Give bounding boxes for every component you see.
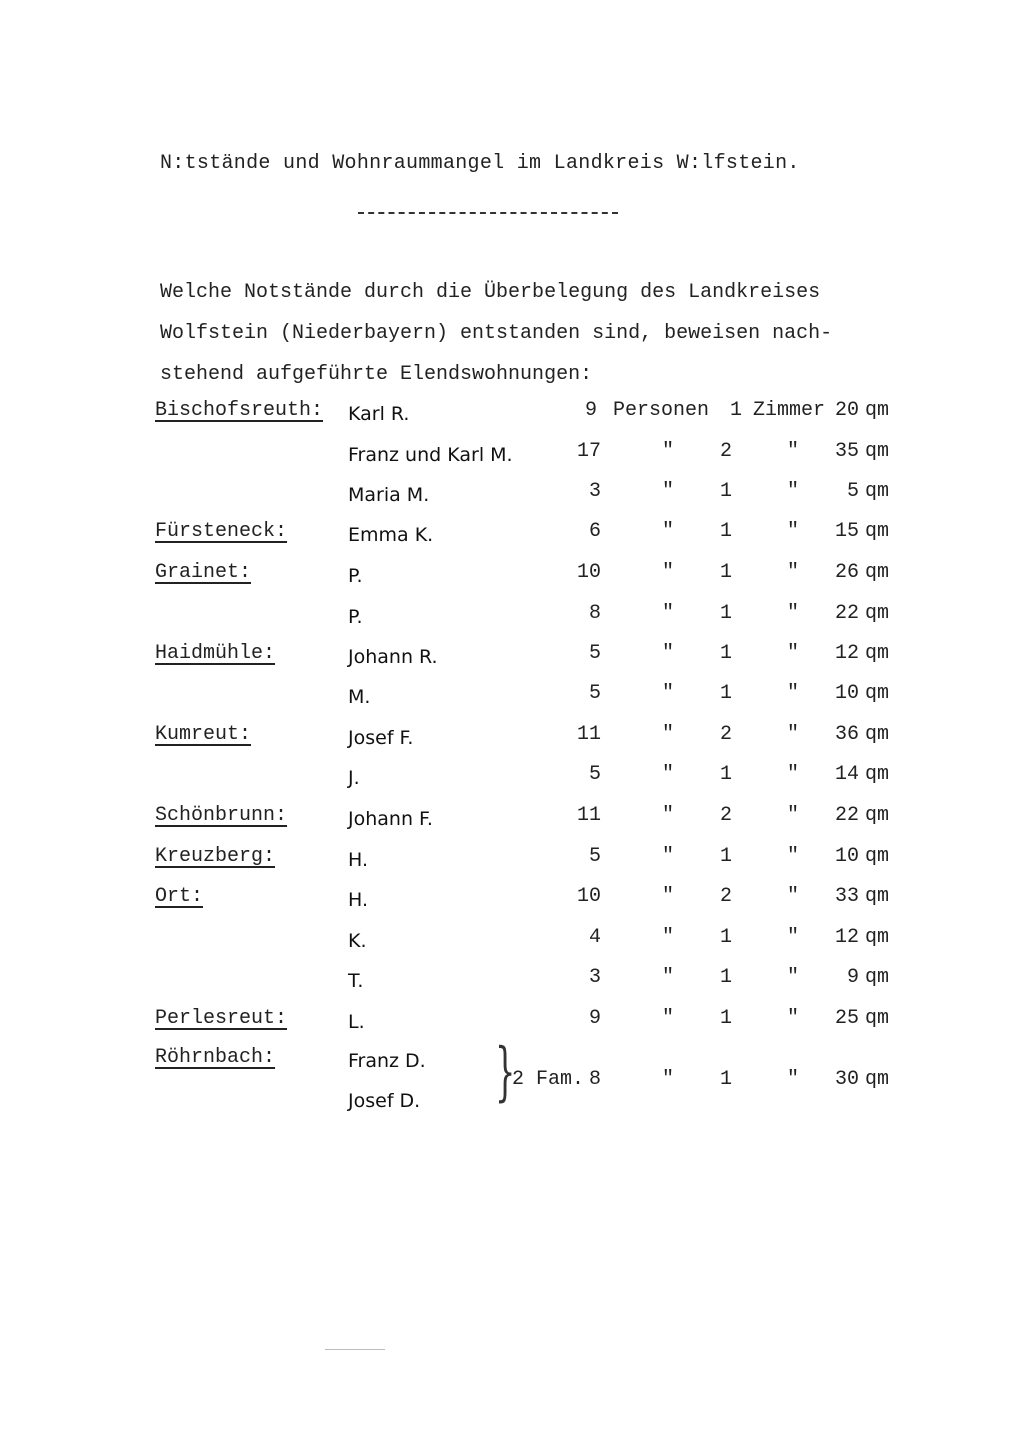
families-label: 2 Fam. (512, 1068, 585, 1091)
area-unit: qm (865, 926, 890, 949)
resident-name: Johann F. (348, 808, 433, 830)
persons-count: 11 (576, 723, 601, 746)
intro-line: Wolfstein (Niederbayern) entstanden sind, beweisen nach- (160, 322, 833, 345)
rooms-count: 1 (719, 763, 732, 786)
rooms-count: 1 (719, 1068, 732, 1091)
ditto-mark: " (662, 1007, 675, 1030)
place-name: Fürsteneck: (155, 520, 288, 543)
area-value: 12 (834, 926, 859, 949)
area-value: 26 (834, 561, 859, 584)
list-row-last-values (155, 1068, 915, 1108)
resident-name: L. (348, 1011, 365, 1033)
ditto-mark: " (662, 763, 675, 786)
resident-name: M. (348, 686, 371, 708)
place-name: Haidmühle: (155, 642, 276, 665)
list-row (155, 561, 915, 601)
ditto-mark: " (662, 966, 675, 989)
rooms-count: 1 (719, 561, 732, 584)
resident-name: P. (348, 606, 363, 628)
place-name: Röhrnbach: (155, 1046, 276, 1069)
ditto-mark: " (662, 561, 675, 584)
ditto-mark: " (662, 1068, 675, 1091)
area-unit: qm (865, 480, 890, 503)
ditto-mark: " (662, 845, 675, 868)
list-row (155, 723, 915, 763)
resident-name: K. (348, 930, 367, 952)
area-value: 25 (834, 1007, 859, 1030)
area-unit: qm (865, 399, 890, 422)
rooms-count: 2 (719, 804, 732, 827)
ditto-mark: " (662, 520, 675, 543)
area-unit: qm (865, 520, 890, 543)
ditto-mark: " (787, 966, 800, 989)
persons-count: 3 (588, 480, 601, 503)
ditto-mark: " (662, 804, 675, 827)
list-row (155, 966, 915, 1006)
rooms-count: 2 (719, 885, 732, 908)
area-value: 10 (834, 845, 859, 868)
rooms-count: 1 (729, 399, 742, 422)
ditto-mark: " (787, 804, 800, 827)
resident-name: Josef D. (348, 1090, 421, 1112)
area-unit: qm (865, 602, 890, 625)
resident-name: Karl R. (348, 403, 410, 425)
area-value: 14 (834, 763, 859, 786)
area-unit: qm (865, 845, 890, 868)
rooms-count: 1 (719, 602, 732, 625)
ditto-mark: " (787, 642, 800, 665)
persons-count: 10 (576, 885, 601, 908)
ditto-mark: " (787, 1007, 800, 1030)
resident-name: Franz D. (348, 1050, 426, 1072)
ditto-mark: " (662, 682, 675, 705)
persons-count: 6 (588, 520, 601, 543)
rooms-count: 1 (719, 845, 732, 868)
area-value: 10 (834, 682, 859, 705)
rooms-count: 1 (719, 520, 732, 543)
list-row (155, 642, 915, 682)
place-name: Ort: (155, 885, 204, 908)
resident-name: Franz und Karl M. (348, 444, 513, 466)
place-name: Kreuzberg: (155, 845, 276, 868)
rooms-count: 1 (719, 966, 732, 989)
area-unit: qm (865, 885, 890, 908)
resident-name: Emma K. (348, 524, 434, 546)
resident-name: P. (348, 565, 363, 587)
area-unit: qm (865, 561, 890, 584)
list-row (155, 480, 915, 520)
area-value: 5 (846, 480, 859, 503)
resident-name: H. (348, 849, 368, 871)
list-row (155, 440, 915, 480)
ditto-mark: " (787, 885, 800, 908)
list-row (155, 763, 915, 803)
area-value: 22 (834, 804, 859, 827)
persons-count: 3 (588, 966, 601, 989)
rooms-count: 2 (719, 440, 732, 463)
ditto-mark: " (787, 561, 800, 584)
area-value: 15 (834, 520, 859, 543)
persons-count: 4 (588, 926, 601, 949)
area-value: 35 (834, 440, 859, 463)
ditto-mark: " (662, 642, 675, 665)
ditto-mark: " (787, 723, 800, 746)
place-name: Grainet: (155, 561, 252, 584)
persons-count: 8 (589, 1068, 602, 1091)
rooms-count: 1 (719, 480, 732, 503)
area-unit: qm (865, 1068, 890, 1091)
persons-label: Personen (613, 399, 710, 422)
document-title: N:tstände und Wohnraummangel im Landkreis W:lfstein. (160, 152, 800, 175)
persons-count: 9 (588, 1007, 601, 1030)
persons-count: 10 (576, 561, 601, 584)
intro-line: stehend aufgeführte Elendswohnungen: (160, 363, 593, 386)
rooms-count: 1 (719, 682, 732, 705)
ditto-mark: " (787, 480, 800, 503)
resident-name: H. (348, 889, 368, 911)
place-name: Perlesreut: (155, 1007, 288, 1030)
ditto-mark: " (787, 520, 800, 543)
rooms-count: 1 (719, 642, 732, 665)
ditto-mark: " (787, 682, 800, 705)
resident-name: J. (348, 767, 360, 789)
rooms-count: 2 (719, 723, 732, 746)
intro-line: Welche Notstände durch die Überbelegung des Landkreises (160, 281, 821, 304)
area-value: 30 (834, 1068, 859, 1091)
area-unit: qm (865, 682, 890, 705)
ditto-mark: " (662, 602, 675, 625)
ditto-mark: " (662, 885, 675, 908)
list-row (155, 399, 915, 439)
area-value: 33 (834, 885, 859, 908)
resident-name: Maria M. (348, 484, 430, 506)
area-unit: qm (865, 440, 890, 463)
persons-count: 17 (576, 440, 601, 463)
persons-count: 8 (588, 602, 601, 625)
intro-paragraph (160, 272, 880, 395)
persons-count: 5 (588, 845, 601, 868)
area-value: 22 (834, 602, 859, 625)
area-unit: qm (865, 966, 890, 989)
place-name: Bischofsreuth: (155, 399, 324, 422)
list-row (155, 885, 915, 925)
list-row (155, 804, 915, 844)
persons-count: 11 (576, 804, 601, 827)
ditto-mark: " (662, 723, 675, 746)
rooms-label: Zimmer (753, 399, 826, 422)
ditto-mark: " (662, 926, 675, 949)
area-unit: qm (865, 642, 890, 665)
list-row (155, 845, 915, 885)
rooms-count: 1 (719, 926, 732, 949)
title-divider (358, 212, 618, 214)
list-row (155, 682, 915, 722)
area-value: 12 (834, 642, 859, 665)
list-row (155, 602, 915, 642)
ditto-mark: " (787, 440, 800, 463)
ditto-mark: " (787, 845, 800, 868)
resident-name: Johann R. (348, 646, 438, 668)
persons-count: 9 (584, 399, 597, 422)
ditto-mark: " (662, 480, 675, 503)
persons-count: 5 (588, 682, 601, 705)
area-value: 36 (834, 723, 859, 746)
area-unit: qm (865, 763, 890, 786)
resident-name: Josef F. (348, 727, 414, 749)
persons-count: 5 (588, 763, 601, 786)
area-unit: qm (865, 1007, 890, 1030)
area-value: 9 (846, 966, 859, 989)
footer-divider (325, 1349, 385, 1350)
resident-name: T. (348, 970, 364, 992)
list-row (155, 1007, 915, 1047)
ditto-mark: " (787, 763, 800, 786)
list-row (155, 520, 915, 560)
ditto-mark: " (787, 602, 800, 625)
place-name: Kumreut: (155, 723, 252, 746)
persons-count: 5 (588, 642, 601, 665)
area-unit: qm (865, 804, 890, 827)
list-row (155, 926, 915, 966)
ditto-mark: " (662, 440, 675, 463)
area-unit: qm (865, 723, 890, 746)
place-name: Schönbrunn: (155, 804, 288, 827)
brace-symbol: } (495, 1035, 516, 1109)
ditto-mark: " (787, 1068, 800, 1091)
area-value: 20 (834, 399, 859, 422)
rooms-count: 1 (719, 1007, 732, 1030)
ditto-mark: " (787, 926, 800, 949)
